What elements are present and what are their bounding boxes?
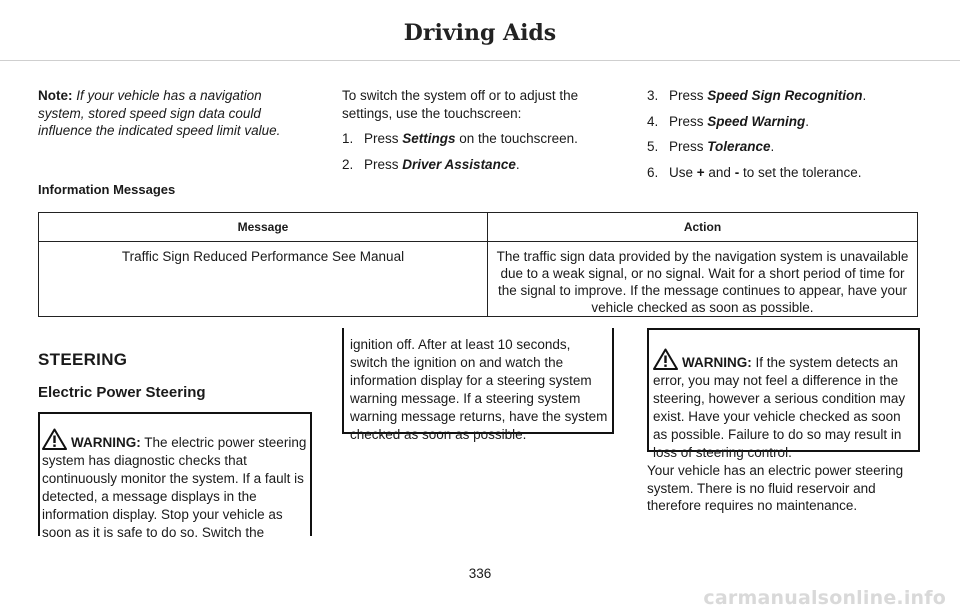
warning-box bbox=[647, 328, 920, 460]
warning-box bbox=[38, 412, 312, 540]
table-cell-action: The traffic sign data provided by the navigation system is unavailable due to a weak signal, or no signal. Wait for a short period of time for the signal to improve. If the message continues to appear, have your vehicle checked as soon as possible. bbox=[496, 249, 909, 315]
warning-triangle-icon bbox=[42, 428, 67, 450]
warning-triangle-icon bbox=[653, 348, 678, 370]
switch-instructions-continued bbox=[647, 87, 922, 181]
page-number: 336 bbox=[468, 566, 492, 581]
switch-intro: To switch the system off or to adjust the settings, use the touchscreen: bbox=[342, 88, 579, 121]
warning-continued-text: ignition off. After at least 10 seconds, switch the ignition on and watch the information display for a steering system warning message. If a steering system warning message returns, have the system checked as soon as possible. bbox=[350, 337, 608, 442]
note-text: If your vehicle has a navigation system, stored speed sign data could influence the indicated speed limit value. bbox=[38, 88, 281, 138]
step-text: Press Driver Assistance. bbox=[364, 156, 520, 172]
step-text: Press Tolerance. bbox=[669, 139, 775, 154]
plus-key: + bbox=[696, 164, 705, 180]
section-title: STEERING bbox=[38, 350, 128, 369]
warning-box-continued bbox=[342, 328, 614, 442]
step-menu-item: Tolerance bbox=[707, 139, 771, 154]
watermark: carmanualsonline.info bbox=[703, 587, 946, 609]
step-item bbox=[342, 130, 612, 148]
switch-instructions bbox=[342, 87, 612, 173]
warning-body: If the system detects an error, you may not feel a difference in the steering, however a serious condition may exist. Have your vehicle checked as soon as possible. Failure to do so may result in loss of steering control. bbox=[653, 355, 906, 460]
note-paragraph bbox=[38, 87, 308, 140]
step-item bbox=[647, 164, 922, 182]
step-item bbox=[647, 113, 922, 131]
step-number: 3. bbox=[647, 88, 659, 103]
step-text: Press Settings on the touchscreen. bbox=[364, 131, 578, 146]
step-item bbox=[342, 156, 612, 174]
step-item bbox=[647, 138, 922, 156]
minus-key: - bbox=[734, 164, 740, 180]
warning-body: The electric power steering system has diagnostic checks that continuously monitor the system. If a fault is detected, a message displays in the information display. Stop your vehicle as soon as it is safe to do so. Switch the bbox=[42, 435, 307, 540]
header-divider bbox=[0, 60, 960, 61]
step-text: Press Speed Warning. bbox=[669, 113, 810, 129]
section-subtitle: Electric Power Steering bbox=[38, 384, 206, 401]
warning-text bbox=[653, 348, 916, 462]
step-number: 6. bbox=[647, 164, 659, 180]
information-messages-table bbox=[38, 212, 918, 317]
eps-description: Your vehicle has an electric power steering system. There is no fluid reservoir and therefore requires no maintenance. bbox=[647, 463, 904, 513]
step-item bbox=[647, 87, 922, 105]
table-cell-message: Traffic Sign Reduced Performance See Manual bbox=[39, 242, 488, 317]
step-text: Press Speed Sign Recognition. bbox=[669, 88, 867, 103]
step-menu-item: Speed Sign Recognition bbox=[707, 88, 863, 103]
information-messages-heading: Information Messages bbox=[38, 182, 176, 197]
step-number: 4. bbox=[647, 113, 659, 129]
step-number: 1. bbox=[342, 131, 354, 146]
table-header-message: Message bbox=[39, 213, 488, 242]
step-menu-item: Speed Warning bbox=[707, 113, 806, 129]
step-number: 2. bbox=[342, 156, 354, 172]
table-row bbox=[39, 242, 918, 317]
step-menu-item: Driver Assistance bbox=[402, 156, 516, 172]
warning-label: WARNING: bbox=[682, 355, 752, 370]
note-label: Note: bbox=[38, 88, 73, 103]
page-header-title: Driving Aids bbox=[403, 20, 557, 46]
step-text: Use + and - to set the tolerance. bbox=[669, 164, 862, 180]
warning-label: WARNING: bbox=[71, 435, 141, 450]
table-header-action: Action bbox=[488, 213, 918, 242]
step-number: 5. bbox=[647, 139, 659, 154]
warning-text bbox=[42, 428, 308, 542]
step-menu-item: Settings bbox=[402, 131, 456, 146]
